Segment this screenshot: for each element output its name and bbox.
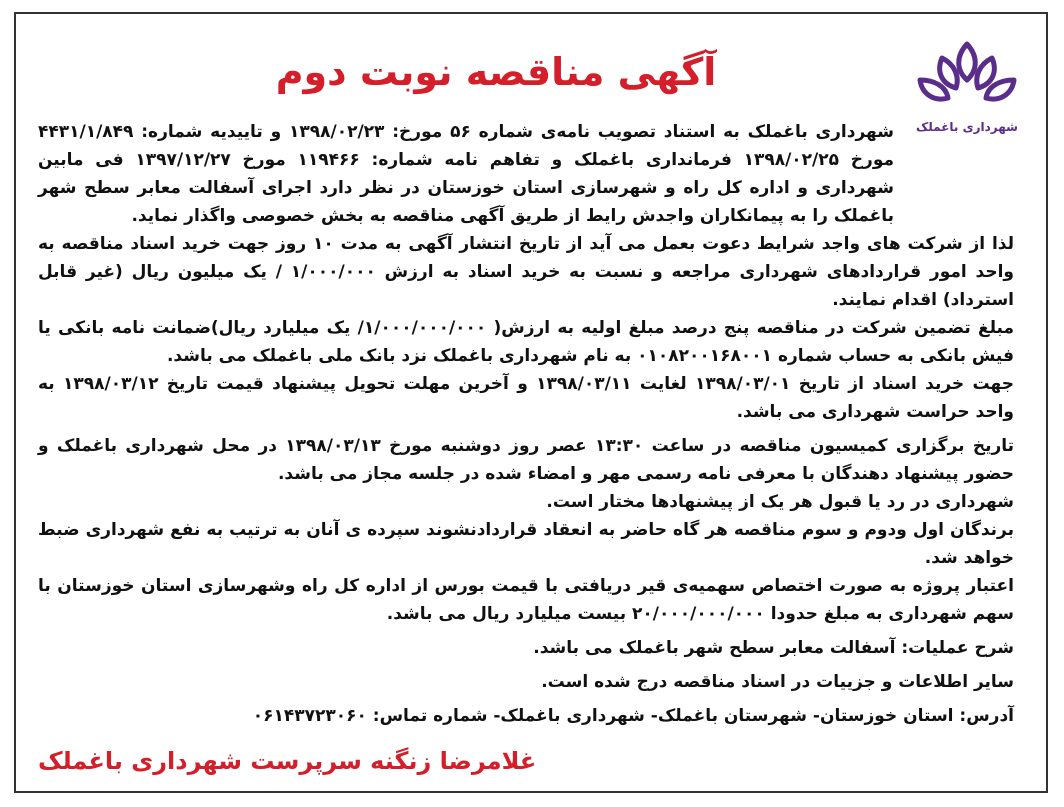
paragraph-funding: اعتبار پروژه به صورت اختصاص سهمیه‌ی قیر دریافتی با قیمت بورس از اداره کل راه وشهرسازی استان خوزستان با سهم شهرداری به مبلغ حدودا ۲۰/۰۰۰/۰۰۰/۰۰۰ بیست میلیارد ریال می باشد. <box>38 576 1014 624</box>
paragraph-operations: شرح عملیات: آسفالت معابر سطح شهر باغملک می باشد. <box>533 638 1014 658</box>
notice-body <box>38 118 1024 730</box>
paragraph-document-dates: جهت خرید اسناد از تاریخ ۱۳۹۸/۰۳/۰۱ لغایت ۱۳۹۸/۰۳/۱۱ و آخرین مهلت تحویل پیشنهاد قیمت تاریخ ۱۳۹۸/۰۳/۱۲ به واحد حراست شهرداری می باشد. <box>38 374 1014 422</box>
notice-frame <box>14 12 1048 793</box>
logo-caption: شهرداری باغملک <box>916 120 1018 134</box>
paragraph-address: آدرس: استان خوزستان- شهرستان باغملک- شهرداری باغملک- شماره تماس: ۰۶۱۴۳۷۲۳۰۶۰ <box>252 706 1014 726</box>
paragraph-commission: تاریخ برگزاری کمیسیون مناقصه در ساعت ۱۳:۳۰ عصر روز دوشنبه مورخ ۱۳۹۸/۰۳/۱۳ در محل شهرداری باغملک و حضور پیشنهاد دهندگان با معرفی نامه رسمی مهر و امضاء شده در جلسه مجاز می باشد. <box>38 436 1015 484</box>
paragraph-details: سایر اطلاعات و جزییات در اسناد مناقصه درج شده است. <box>541 672 1014 692</box>
paragraph-invitation: لذا از شرکت های واجد شرایط دعوت بعمل می آید از تاریخ انتشار آگهی به مدت ۱۰ روز جهت خرید اسناد مناقصه به واحد امور قراردادهای شهرداری مراجعه و نسبت به خرید اسناد به ارزش ۱/۰۰۰/۰۰۰ / یک میلیون ریال (غیر قابل استرداد) اقدام نمایند. <box>38 234 1015 310</box>
paragraph-winners: برندگان اول ودوم و سوم مناقصه هر گاه حاضر به انعقاد قراردادنشوند سپرده ی آنان به ترتیب به نفع شهرداری ضبط خواهد شد. <box>38 520 1014 568</box>
notice-title: آگهی مناقصه نوبت دوم <box>275 50 717 94</box>
flower-logo-icon <box>912 36 1022 116</box>
paragraph-guarantee: مبلغ تضمین شرکت در مناقصه پنج درصد مبلغ اولیه به ارزش( ۱/۰۰۰/۰۰۰/۰۰۰/ یک میلیارد ریال)ضمانت نامه بانکی یا فیش بانکی به حساب شماره ۰۱۰۸۲۰۰۱۶۸۰۰۱ به نام شهرداری باغملک نزد بانک ملی باغملک می باشد. <box>38 318 1015 366</box>
signature: غلامرضا زنگنه سرپرست شهرداری باغملک <box>38 747 537 775</box>
paragraph-approval: شهرداری باغملک به استناد تصویب نامه‌ی شماره ۵۶ مورخ: ۱۳۹۸/۰۲/۲۳ و تاییدیه شماره: ۴۴۳۱/۱/۸۴۹ مورخ ۱۳۹۸/۰۲/۲۵ فرمانداری باغملک و تفاهم نامه شماره: ۱۱۹۴۶۶ مورخ ۱۳۹۷/۱۲/۲۷ فی مابین شهرداری و اداره کل راه و شهرسازی استان خوزستان در نظر دارد اجرای آسفالت معابر سطح شهر باغملک را به پیمانکاران واجدش رایط از طریق آگهی مناقصه به بخش خصوصی واگذار نماید. <box>38 122 895 226</box>
paragraph-discretion: شهرداری در رد یا قبول هر یک از پیشنهادها مختار است. <box>546 492 1014 512</box>
